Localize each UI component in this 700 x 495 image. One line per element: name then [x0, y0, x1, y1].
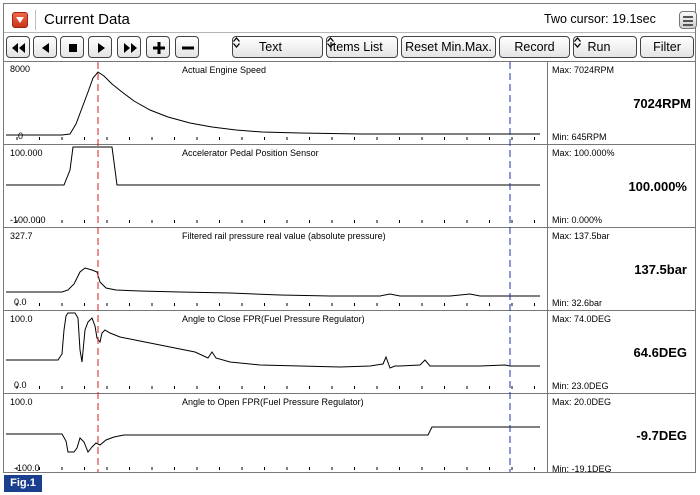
toolbar	[4, 33, 695, 61]
graph-panel-engine-speed	[4, 61, 695, 144]
y-axis-min-label: -100.000	[10, 215, 46, 225]
record-button[interactable]	[499, 36, 570, 58]
minus-icon	[176, 37, 200, 59]
graph-panel-accelerator-pedal	[4, 144, 695, 227]
current-value: 7024RPM	[633, 96, 691, 111]
rewind-icon	[7, 37, 31, 59]
run-mode-select[interactable]	[573, 36, 637, 58]
current-value: 100.000%	[628, 179, 687, 194]
min-value-label: Min: 0.000%	[552, 215, 603, 225]
fast-forward-icon	[118, 37, 142, 59]
max-value-label: Max: 74.0DEG	[552, 314, 612, 324]
graph-title: Filtered rail pressure real value (absolute pressure)	[182, 231, 386, 241]
updown-arrow-icon	[327, 37, 334, 48]
record-label: Record	[514, 40, 555, 54]
display-mode-label: Text	[259, 40, 282, 54]
play-icon	[89, 37, 113, 59]
graph-panel-close-fpr-angle	[4, 310, 695, 393]
graph-title: Accelerator Pedal Position Sensor	[182, 148, 319, 158]
zoom-in-button[interactable]	[146, 36, 170, 58]
plus-icon	[147, 37, 171, 59]
y-axis-min-label: 0	[18, 131, 24, 141]
current-value: -9.7DEG	[636, 428, 687, 443]
y-axis-max-label: 8000	[10, 64, 31, 74]
graph-panel-rail-pressure	[4, 227, 695, 310]
updown-arrow-icon	[574, 37, 581, 48]
graph-title: Actual Engine Speed	[182, 65, 267, 75]
updown-arrow-icon	[233, 37, 240, 48]
filter-button[interactable]	[640, 36, 694, 58]
display-mode-select[interactable]	[232, 36, 323, 58]
max-value-label: Max: 7024RPM	[552, 65, 615, 75]
list-view-icon[interactable]	[679, 11, 697, 29]
figure-label: Fig.1	[4, 475, 42, 492]
current-value: 64.6DEG	[633, 345, 687, 360]
y-axis-max-label: 100.0	[10, 397, 33, 407]
value-column-divider	[547, 61, 548, 473]
y-axis-max-label: 100.000	[10, 148, 43, 158]
zoom-out-button[interactable]	[175, 36, 199, 58]
dropdown-menu-icon[interactable]	[12, 12, 28, 28]
filter-label: Filter	[653, 40, 681, 54]
cursor-interval-readout: Two cursor: 19.1sec	[544, 12, 656, 26]
step-back-button[interactable]	[33, 36, 57, 58]
max-value-label: Max: 100.000%	[552, 148, 615, 158]
y-axis-min-label: 0.0	[14, 297, 27, 307]
stop-icon	[61, 37, 85, 59]
reset-min-max-button[interactable]	[401, 36, 496, 58]
play-button[interactable]	[88, 36, 112, 58]
step-back-icon	[34, 37, 58, 59]
y-axis-max-label: 327.7	[10, 231, 33, 241]
reset-min-max-label: Reset Min.Max.	[405, 40, 492, 54]
title-bar	[4, 4, 695, 33]
current-value: 137.5bar	[634, 262, 687, 277]
items-list-label: Items List	[329, 40, 383, 54]
max-value-label: Max: 20.0DEG	[552, 397, 612, 407]
y-axis-max-label: 100.0	[10, 314, 33, 324]
page-title: Current Data	[44, 11, 130, 28]
graph-title: Angle to Open FPR(Fuel Pressure Regulator)	[182, 397, 364, 407]
y-axis-min-label: -100.0	[14, 463, 40, 473]
min-value-label: Min: 32.6bar	[552, 298, 603, 308]
graph-panel-open-fpr-angle	[4, 393, 695, 473]
min-value-label: Min: 23.0DEG	[552, 381, 609, 391]
stop-button[interactable]	[60, 36, 84, 58]
rewind-button[interactable]	[6, 36, 30, 58]
run-mode-label: Run	[587, 40, 611, 54]
min-value-label: Min: -19.1DEG	[552, 464, 612, 474]
min-value-label: Min: 645RPM	[552, 132, 607, 142]
items-list-select[interactable]	[326, 36, 398, 58]
graph-title: Angle to Close FPR(Fuel Pressure Regulator)	[182, 314, 365, 324]
max-value-label: Max: 137.5bar	[552, 231, 610, 241]
fast-forward-button[interactable]	[117, 36, 141, 58]
title-divider	[35, 10, 36, 30]
y-axis-min-label: 0.0	[14, 380, 27, 390]
